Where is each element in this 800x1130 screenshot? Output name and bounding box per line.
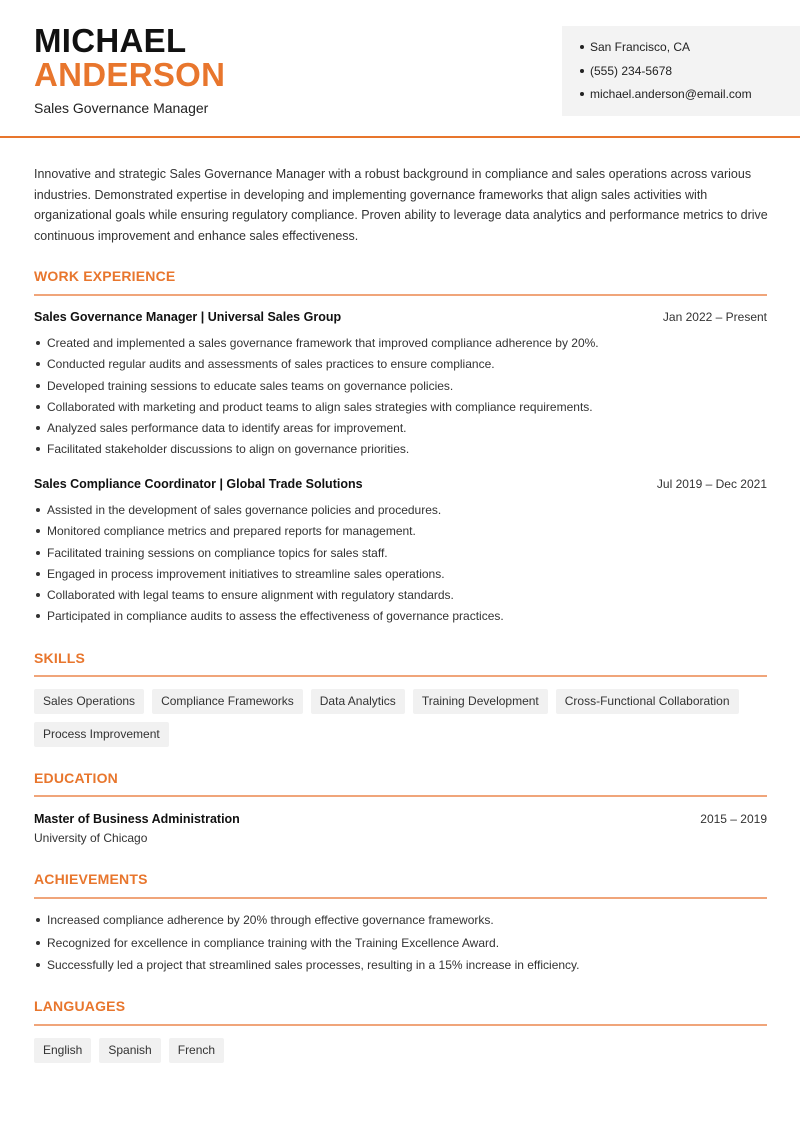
section-divider [34, 1024, 767, 1026]
section-title-education: EDUCATION [34, 770, 118, 786]
contact-email[interactable]: michael.anderson@email.com [580, 85, 800, 109]
skill-tag: Cross-Functional Collaboration [556, 689, 739, 714]
school: University of Chicago [34, 831, 148, 845]
list-item: Created and implemented a sales governance framework that improved compliance adherence by 20%. [34, 334, 769, 355]
section-title-skills: SKILLS [34, 650, 85, 666]
section-divider [34, 897, 767, 899]
job-dates: Jul 2019 – Dec 2021 [656, 477, 767, 491]
job-role: Sales Governance Manager | Universal Sales Group [34, 310, 342, 324]
list-item: Recognized for excellence in compliance training with the Training Excellence Award. [34, 934, 769, 957]
achievement-bullets [34, 911, 769, 979]
skill-tag: Training Development [413, 689, 548, 714]
first-name: MICHAEL [34, 22, 187, 59]
job-bullets [34, 334, 769, 462]
education-header [34, 812, 767, 826]
skill-tag: Process Improvement [34, 722, 169, 747]
list-item: Participated in compliance audits to assess the effectiveness of governance practices. [34, 607, 769, 628]
contact-phone: (555) 234-5678 [580, 62, 800, 86]
language-tags [34, 1038, 769, 1063]
section-divider [34, 294, 767, 296]
section-title-experience: WORK EXPERIENCE [34, 268, 176, 284]
list-item: Engaged in process improvement initiatives to streamline sales operations. [34, 565, 769, 586]
list-item: Collaborated with legal teams to ensure alignment with regulatory standards. [34, 586, 769, 607]
skill-tag: Sales Operations [34, 689, 144, 714]
list-item: Increased compliance adherence by 20% through effective governance frameworks. [34, 911, 769, 934]
job-header [34, 477, 767, 491]
education-dates: 2015 – 2019 [700, 812, 767, 826]
section-title-languages: LANGUAGES [34, 998, 126, 1014]
list-item: Collaborated with marketing and product teams to align sales strategies with compliance requirements. [34, 398, 769, 419]
language-tag: English [34, 1038, 91, 1063]
job-header [34, 310, 767, 324]
summary-paragraph: Innovative and strategic Sales Governance Manager with a robust background in compliance and sales operations across various industries. Demonstrated expertise in developing and implementing governance frameworks that align sales activities with organizational goals while ensuring regulatory compliance. Proven ability to leverage data analytics and performance metrics to drive continuous improvement and enhance sales effectiveness. [34, 167, 768, 244]
last-name: ANDERSON [34, 56, 226, 93]
section-divider [34, 795, 767, 797]
list-item: Assisted in the development of sales governance policies and procedures. [34, 501, 769, 522]
section-divider [34, 675, 767, 677]
job-role: Sales Compliance Coordinator | Global Trade Solutions [34, 477, 363, 491]
list-item: Successfully led a project that streamlined sales processes, resulting in a 15% increase in efficiency. [34, 956, 769, 979]
list-item: Developed training sessions to educate sales teams on governance policies. [34, 377, 769, 398]
degree: Master of Business Administration [34, 812, 240, 826]
contact-location: San Francisco, CA [580, 38, 800, 62]
list-item: Facilitated stakeholder discussions to align on governance priorities. [34, 440, 769, 461]
list-item: Facilitated training sessions on compliance topics for sales staff. [34, 544, 769, 565]
contact-box [562, 26, 800, 116]
section-title-achievements: ACHIEVEMENTS [34, 871, 148, 887]
job-bullets [34, 501, 769, 629]
list-item: Analyzed sales performance data to identify areas for improvement. [34, 419, 769, 440]
resume-header [0, 0, 800, 138]
job-dates: Jan 2022 – Present [662, 310, 767, 324]
skills-tags [34, 689, 769, 747]
language-tag: French [169, 1038, 224, 1063]
skill-tag: Data Analytics [311, 689, 405, 714]
list-item: Monitored compliance metrics and prepared reports for management. [34, 522, 769, 543]
list-item: Conducted regular audits and assessments of sales practices to ensure compliance. [34, 355, 769, 376]
language-tag: Spanish [99, 1038, 160, 1063]
job-title: Sales Governance Manager [34, 100, 209, 116]
skill-tag: Compliance Frameworks [152, 689, 303, 714]
